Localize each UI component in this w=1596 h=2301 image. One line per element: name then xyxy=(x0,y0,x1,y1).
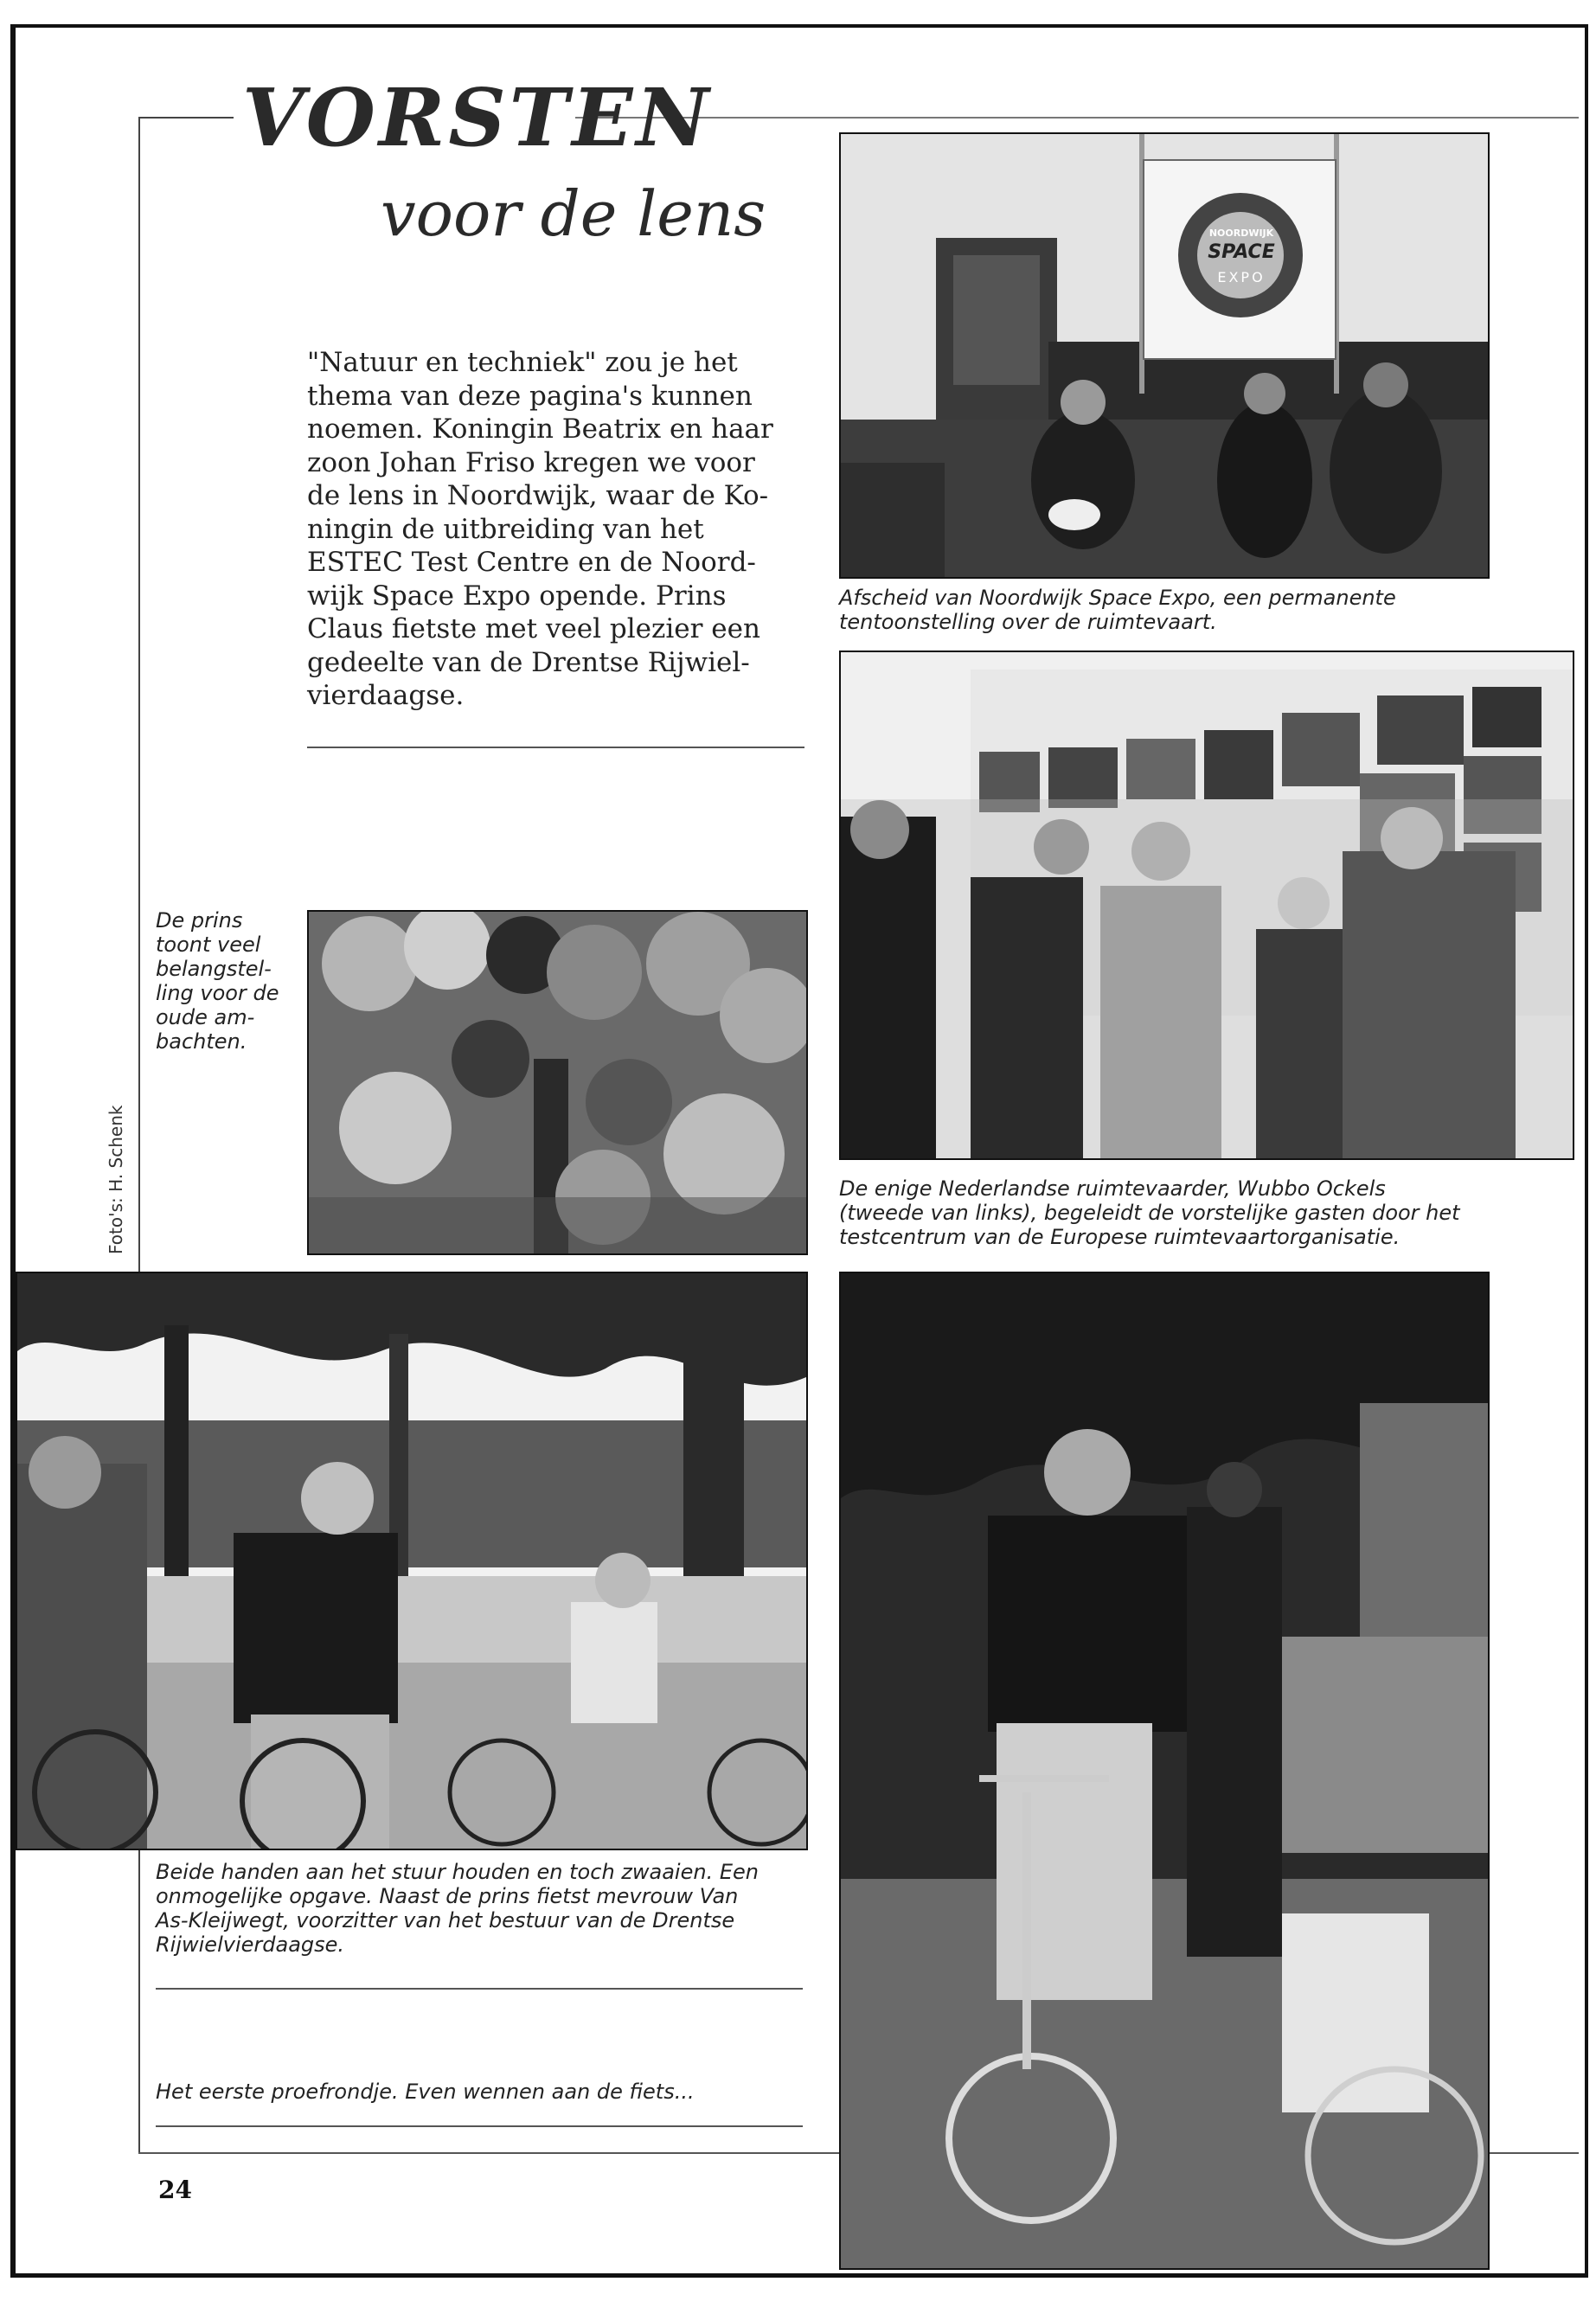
page-subtitle: voor de lens xyxy=(381,177,766,250)
intro-line: noemen. Koningin Beatrix en haar xyxy=(307,413,773,445)
intro-rule xyxy=(307,747,804,748)
intro-line: vierdaagse. xyxy=(307,680,465,711)
caption-line: ling voor de xyxy=(156,981,279,1005)
page-border-top xyxy=(10,24,1585,28)
photo-space-expo xyxy=(839,132,1490,579)
caption-space-expo xyxy=(839,586,1497,634)
photo-cycling-group xyxy=(16,1272,808,1850)
caption-line: Rijwielvierdaagse. xyxy=(156,1932,345,1957)
sign-text-space: SPACE xyxy=(1208,241,1275,263)
intro-line: ESTEC Test Centre en de Noord- xyxy=(307,547,756,578)
caption-cycling-group xyxy=(156,1860,804,1957)
caption-line: oude am- xyxy=(156,1005,255,1029)
sign-text-expo: EXPO xyxy=(1217,269,1266,285)
caption-line: De prins xyxy=(156,908,243,933)
caption-line: Afscheid van Noordwijk Space Expo, een permanente xyxy=(839,586,1396,610)
caption-line: bachten. xyxy=(156,1029,247,1054)
caption-line: (tweede van links), begeleidt de vorstelijke gasten door het xyxy=(839,1201,1460,1225)
title-rule-right xyxy=(575,117,1579,119)
intro-line: thema van deze pagina's kunnen xyxy=(307,380,753,412)
photo-cycling-prince xyxy=(839,1272,1490,2270)
page-border-bottom xyxy=(10,2273,1588,2278)
intro-line: zoon Johan Friso kregen we voor xyxy=(307,446,755,478)
caption-line: testcentrum van de Europese ruimtevaartorganisatie. xyxy=(839,1225,1401,1249)
photo-credit: Foto's: H. Schenk xyxy=(106,1105,126,1254)
caption-rule xyxy=(156,1988,803,1990)
intro-text xyxy=(307,346,779,713)
intro-line: ningin de uitbreiding van het xyxy=(307,513,704,545)
intro-line: de lens in Noordwijk, waar de Ko- xyxy=(307,480,769,511)
page-border-left xyxy=(10,24,16,2273)
caption-line: belangstel- xyxy=(156,957,272,981)
intro-line: Claus fietste met veel plezier een xyxy=(307,613,760,644)
caption-line: onmogelijke opgave. Naast de prins fietst mevrouw Van xyxy=(156,1884,739,1908)
caption-line: tentoonstelling over de ruimtevaart. xyxy=(839,610,1217,634)
intro-line: wijk Space Expo opende. Prins xyxy=(307,580,727,612)
caption-astronaut-tour xyxy=(839,1176,1574,1249)
sign-text-noordwijk: NOORDWIJK xyxy=(1208,228,1274,239)
intro-line: gedeelte van de Drentse Rijwiel- xyxy=(307,646,750,678)
caption-line: toont veel xyxy=(156,933,261,957)
caption-line: De enige Nederlandse ruimtevaarder, Wubbo Ockels xyxy=(839,1176,1386,1201)
photo-astronaut-tour xyxy=(839,651,1574,1160)
caption-cycling-prince: Het eerste proefrondje. Even wennen aan de fiets... xyxy=(156,2080,695,2104)
intro-line: "Natuur en techniek" zou je het xyxy=(307,347,738,378)
caption-line: Beide handen aan het stuur houden en toch zwaaien. Een xyxy=(156,1860,759,1884)
page-border-right xyxy=(1585,24,1588,2273)
caption-rule xyxy=(156,2125,803,2127)
caption-line: As-Kleijwegt, voorzitter van het bestuur van de Drentse xyxy=(156,1908,735,1932)
title-rule-left xyxy=(138,117,234,119)
page-number: 24 xyxy=(158,2176,192,2204)
photo-crafts xyxy=(307,910,808,1255)
page-title: VORSTEN xyxy=(242,71,713,164)
caption-crafts xyxy=(156,908,294,1054)
